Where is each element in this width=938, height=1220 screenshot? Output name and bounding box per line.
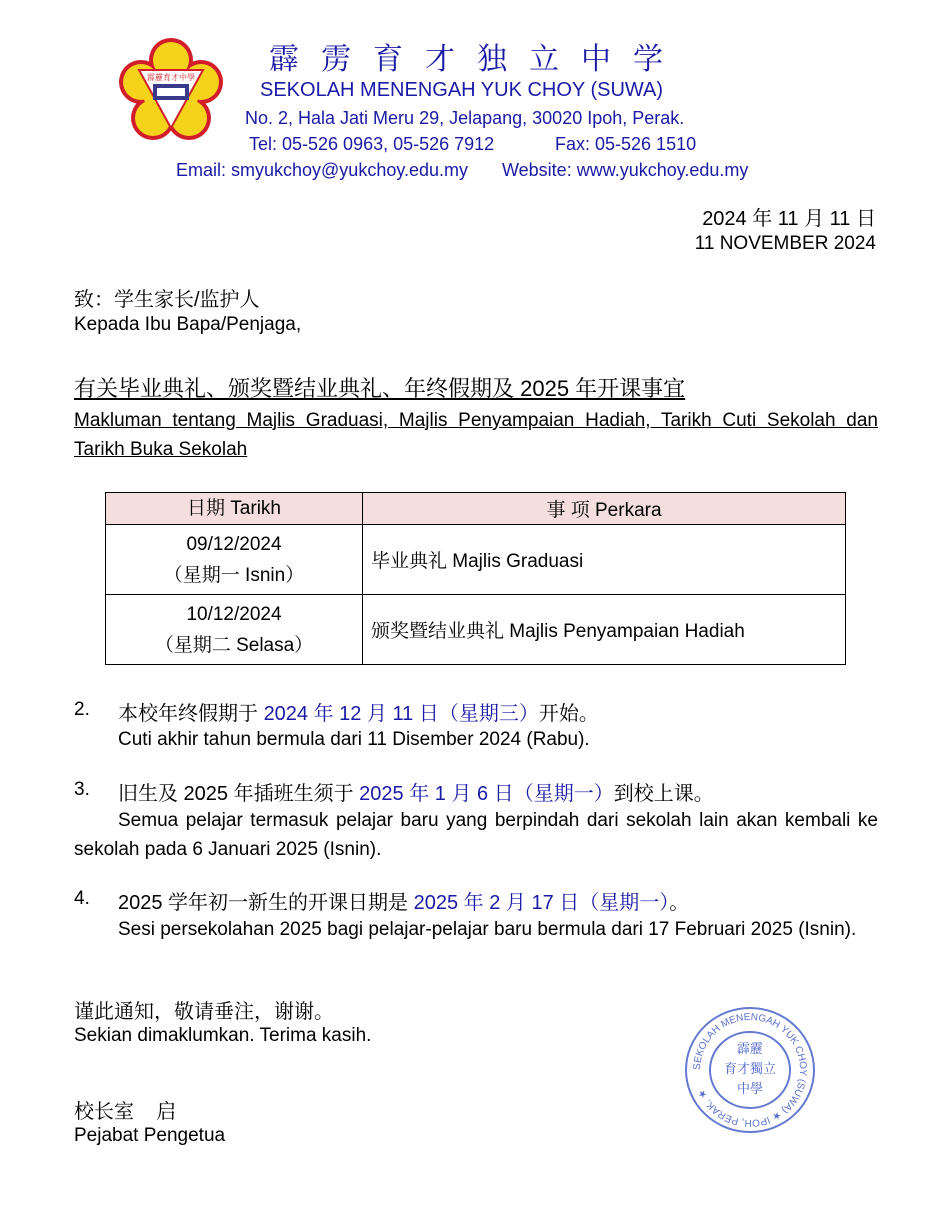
item-cn-highlight: 2024 年 12 月 11 日（星期三） [263,703,539,725]
letter-title-my: Makluman tentang Majlis Graduasi, Majlis Penyampaian Hadiah, Tarikh Cuti Sekolah dan Tarikh Buka Sekolah [74,410,878,460]
school-fax: Fax: 05-526 1510 [555,134,697,154]
stamp-text: 育才獨立 [723,1061,777,1076]
item-number: 3. [74,779,90,800]
school-website: Website: www.yukchoy.edu.my [502,160,749,180]
closing-cn: 谨此通知，敬请垂注，谢谢。 [74,1001,334,1023]
stamp-ring-text: SEKOLAH MENENGAH YUK CHOY (SUWA) ★ IPOH, PERAK. ★ [691,1011,809,1129]
item-cn-text: 。 [669,892,690,914]
item-cn [118,777,714,806]
table-header-row [106,493,846,525]
letter-date-cn: 2024 年 11 月 11 日 [702,208,876,230]
school-name-my: SEKOLAH MENENGAH YUK CHOY (SUWA) [260,79,664,101]
item-my: Semua pelajar termasuk pelajar baru yang berpindah dari sekolah lain akan kembali ke sekolah pada 6 Januari 2025 (Isnin). [74,810,878,860]
item-my: Cuti akhir tahun bermula dari 11 Disember 2024 (Rabu). [118,729,590,750]
row-day: （星期一 Isnin） [163,564,305,586]
school-name-cn: 霹雳育才独立中学 [269,42,685,77]
table-row [106,525,846,595]
item-cn-text: 2025 学年初一新生的开课日期是 [118,892,414,914]
schedule-table [105,492,846,665]
item-cn [118,697,599,726]
school-tel: Tel: 05-526 0963, 05-526 7912 [249,134,495,154]
item-cn-highlight: 2025 年 1 月 6 日（星期一） [359,783,614,805]
recipient-cn: 致：学生家长/监护人 [74,289,260,311]
school-address: No. 2, Hala Jati Meru 29, Jelapang, 30020 Ipoh, Perak. [245,108,685,128]
row-date: 10/12/2024 [186,603,282,625]
recipient-my: Kepada Ibu Bapa/Penjaga, [74,314,302,335]
item-cn-text: 到校上课。 [613,783,714,805]
row-item: 颁奖暨结业典礼 Majlis Penyampaian Hadiah [363,595,846,665]
stamp-text: 中學 [736,1081,764,1096]
closing-my: Sekian dimaklumkan. Terima kasih. [74,1025,372,1046]
table-row [106,595,846,665]
row-item: 毕业典礼 Majlis Graduasi [363,525,846,595]
school-email: Email: smyukchoy@yukchoy.edu.my [176,160,469,180]
item-cn-text: 旧生及 2025 年插班生须于 [118,783,360,805]
row-date-cell [106,525,363,595]
row-date-cell [106,595,363,665]
school-stamp [683,1005,817,1135]
item-my: Sesi persekolahan 2025 bagi pelajar-pelajar baru bermula dari 17 Februari 2025 (Isnin). [118,919,857,940]
letter-date-my: 11 NOVEMBER 2024 [694,233,876,254]
stamp-text: 霹靂 [736,1041,764,1056]
item-cn-text: 开始。 [538,703,599,725]
letter-title-cn: 有关毕业典礼、颁奖暨结业典礼、年终假期及 2025 年开课事宜 [74,376,686,401]
logo-text: 霹靂育才中學 [147,73,195,82]
item-cn-highlight: 2025 年 2 月 17 日（星期一） [413,892,670,914]
header-item: 事 项 Perkara [363,493,846,525]
signature-my: Pejabat Pengetua [74,1125,226,1146]
signature-cn: 校长室 启 [74,1101,177,1123]
item-number: 4. [74,888,90,909]
item-cn-text: 本校年终假期于 [118,703,264,725]
item-number: 2. [74,699,90,720]
row-day: （星期二 Selasa） [154,634,314,656]
header-date: 日期 Tarikh [106,493,363,525]
row-date: 09/12/2024 [186,533,282,555]
item-cn [118,886,689,915]
